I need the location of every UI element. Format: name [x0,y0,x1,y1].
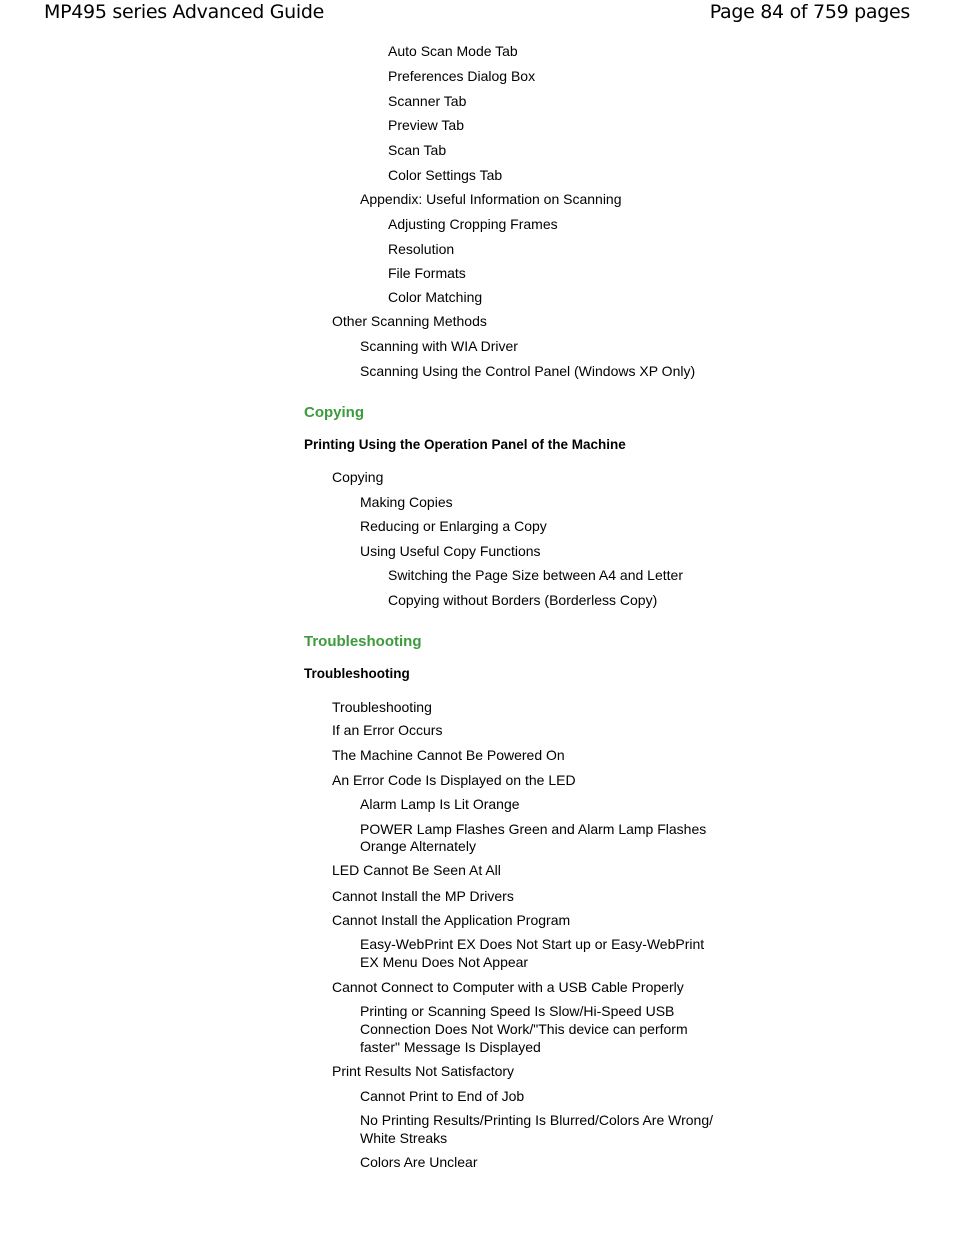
toc-item-scanning-wia-driver[interactable]: Scanning with WIA Driver [360,338,518,354]
toc-item-no-printing-results[interactable]: No Printing Results/Printing Is Blurred/Colors Are Wrong/ [360,1112,713,1128]
toc-item-easy-webprint[interactable]: Easy-WebPrint EX Does Not Start up or Easy-WebPrint [360,936,705,952]
toc-item-copying[interactable]: Copying [332,469,384,485]
toc-item-speed-slow[interactable]: Printing or Scanning Speed Is Slow/Hi-Speed USB [360,1003,675,1019]
document-title: MP495 series Advanced Guide [44,1,325,23]
toc-item-print-results[interactable]: Print Results Not Satisfactory [332,1063,515,1079]
toc-item-preview-tab[interactable]: Preview Tab [388,117,465,133]
toc-item-scan-tab[interactable]: Scan Tab [388,142,447,158]
toc-item-power-lamp-flashes[interactable]: POWER Lamp Flashes Green and Alarm Lamp Flashes [360,821,707,837]
toc-item-usb-cable[interactable]: Cannot Connect to Computer with a USB Cable Properly [332,979,684,995]
toc-item-error-code-led[interactable]: An Error Code Is Displayed on the LED [332,772,576,788]
section-title-copying: Copying [304,404,364,421]
toc-item-color-settings-tab[interactable]: Color Settings Tab [388,167,503,183]
toc-item-other-scanning-methods[interactable]: Other Scanning Methods [332,313,487,329]
toc-item-scanning-control-panel[interactable]: Scanning Using the Control Panel (Windows XP Only) [360,363,696,379]
toc-item-troubleshooting[interactable]: Troubleshooting [332,699,432,715]
toc-item-preferences-dialog-box[interactable]: Preferences Dialog Box [388,68,536,84]
toc-item-useful-copy-functions[interactable]: Using Useful Copy Functions [360,543,541,559]
toc-item-resolution[interactable]: Resolution [388,241,455,257]
toc-item-scanner-tab[interactable]: Scanner Tab [388,93,467,109]
toc-item-speed-slow-cont-1[interactable]: Connection Does Not Work/"This device can perform [360,1021,688,1037]
toc-item-file-formats[interactable]: File Formats [388,265,466,281]
toc-item-if-error-occurs[interactable]: If an Error Occurs [332,722,443,738]
toc-item-no-printing-results-cont[interactable]: White Streaks [360,1130,448,1146]
toc-item-alarm-lamp-orange[interactable]: Alarm Lamp Is Lit Orange [360,796,520,812]
toc-item-power-lamp-flashes-cont[interactable]: Orange Alternately [360,838,476,854]
subheading-operation-panel: Printing Using the Operation Panel of the Machine [304,437,626,452]
toc-item-borderless-copy[interactable]: Copying without Borders (Borderless Copy) [388,592,658,608]
toc-item-cannot-install-mp-drivers[interactable]: Cannot Install the MP Drivers [332,888,514,904]
page-indicator: Page 84 of 759 pages [709,1,910,23]
toc-item-color-matching[interactable]: Color Matching [388,289,483,305]
toc-item-switching-page-size[interactable]: Switching the Page Size between A4 and Letter [388,567,683,583]
toc-item-making-copies[interactable]: Making Copies [360,494,453,510]
toc-item-speed-slow-cont-2[interactable]: faster" Message Is Displayed [360,1039,541,1055]
toc-item-easy-webprint-cont[interactable]: EX Menu Does Not Appear [360,954,529,970]
toc-item-appendix-scanning[interactable]: Appendix: Useful Information on Scanning [360,191,622,207]
toc-item-colors-unclear[interactable]: Colors Are Unclear [360,1154,478,1170]
toc-item-led-not-seen[interactable]: LED Cannot Be Seen At All [332,862,501,878]
toc-item-adjusting-cropping-frames[interactable]: Adjusting Cropping Frames [388,216,558,232]
subheading-troubleshooting: Troubleshooting [304,666,410,681]
toc-item-auto-scan-mode-tab[interactable]: Auto Scan Mode Tab [388,43,518,59]
section-title-troubleshooting: Troubleshooting [304,633,422,650]
toc-item-cannot-install-application[interactable]: Cannot Install the Application Program [332,912,571,928]
toc-item-cannot-print-end[interactable]: Cannot Print to End of Job [360,1088,525,1104]
toc-item-cannot-be-powered-on[interactable]: The Machine Cannot Be Powered On [332,747,565,763]
toc-item-reducing-enlarging[interactable]: Reducing or Enlarging a Copy [360,518,547,534]
